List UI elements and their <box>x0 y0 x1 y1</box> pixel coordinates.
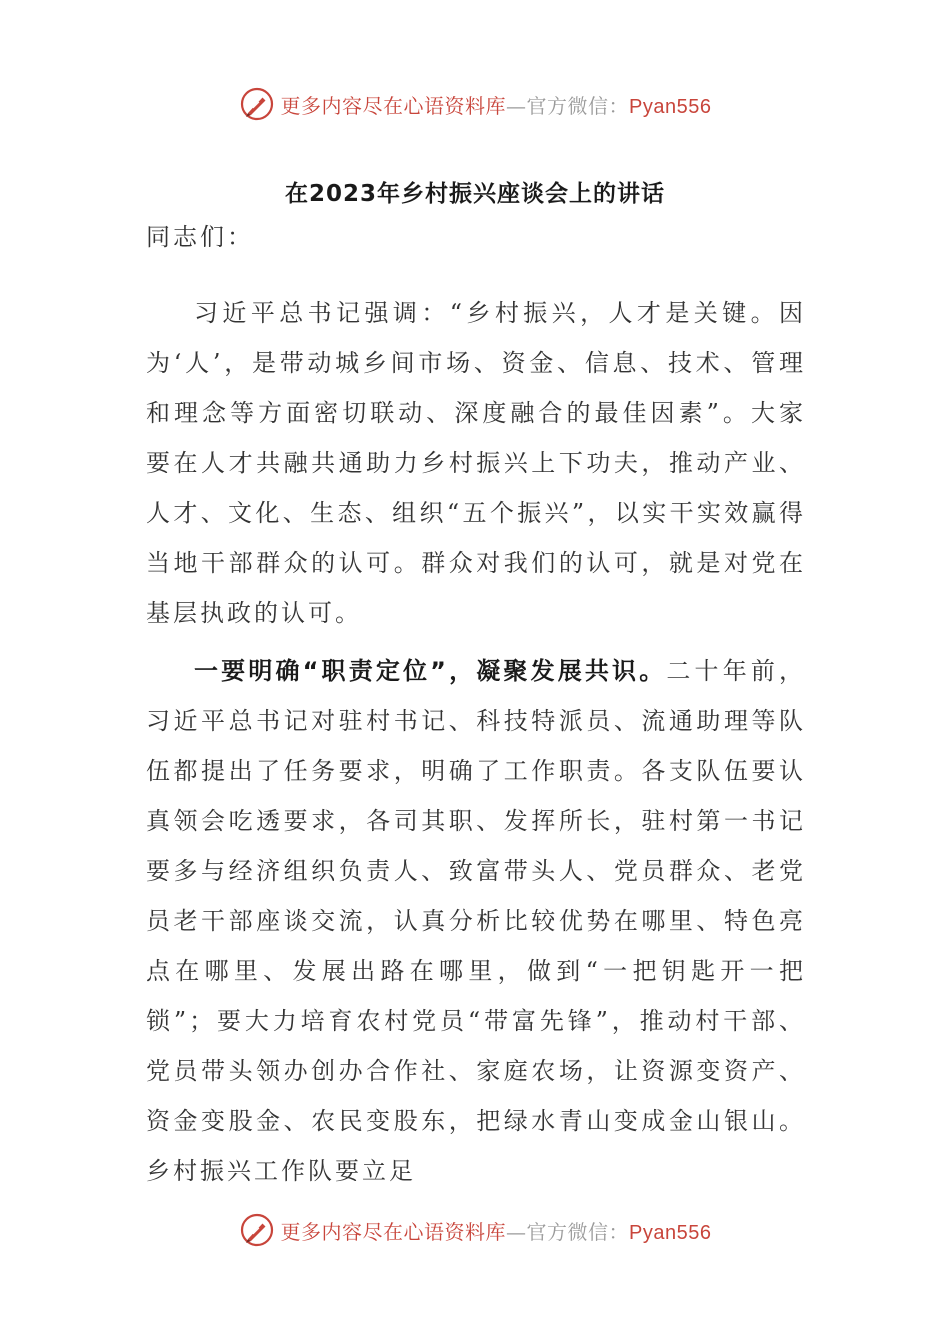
pen-logo-icon <box>239 86 275 122</box>
header-watermark-inner <box>239 86 712 122</box>
document-title: 在2023年乡村振兴座谈会上的讲话 <box>284 181 665 207</box>
document-body <box>146 212 806 1196</box>
pen-logo-icon <box>239 1212 275 1248</box>
watermark-wechat-id: Pyan556 <box>629 1221 712 1244</box>
watermark-library-name: 更多内容尽在心语资料库 <box>280 1219 507 1244</box>
footer-watermark-text <box>281 1216 712 1245</box>
footer-watermark <box>0 1208 950 1252</box>
watermark-wechat-label: —官方微信： <box>506 1219 630 1244</box>
watermark-library-name: 更多内容尽在心语资料库 <box>280 93 507 118</box>
watermark-wechat-label: —官方微信： <box>506 93 630 118</box>
header-watermark <box>0 82 950 126</box>
point-one-body: 二十年前，习近平总书记对驻村书记、科技特派员、流通助理等队伍都提出了任务要求，明确了工作职责。各支队伍要认真领会吃透要求，各司其职、发挥所长，驻村第一书记要多与经济组织负责人、致富带头人、党员群众、老党员老干部座谈交流，认真分析比较优势在哪里、特色亮点在哪里、发展出路在哪里，做到“一把钥匙开一把锁”；要大力培育农村党员“带富先锋”，推动村干部、党员带头领办创办合作社、家庭农场，让资源变资产、资金变股金、农民变股东，把绿水青山变成金山银山。乡村振兴工作队要立足 <box>146 657 807 1185</box>
footer-watermark-inner <box>239 1212 712 1248</box>
point-one-heading: 一要明确“职责定位”，凝聚发展共识。 <box>194 657 667 685</box>
header-watermark-text <box>281 90 712 119</box>
paragraph-point-one <box>146 646 806 1196</box>
watermark-wechat-id: Pyan556 <box>629 95 712 118</box>
salutation: 同志们： <box>146 223 254 251</box>
paragraph-intro: 习近平总书记强调：“乡村振兴，人才是关键。因为‘人’，是带动城乡间市场、资金、信息、技术、管理和理念等方面密切联动、深度融合的最佳因素”。大家要在人才共融共通助力乡村振兴上下功夫，推动产业、人才、文化、生态、组织“五个振兴”，以实干实效赢得当地干部群众的认可。群众对我们的认可，就是对党在基层执政的认可。 <box>146 299 806 627</box>
